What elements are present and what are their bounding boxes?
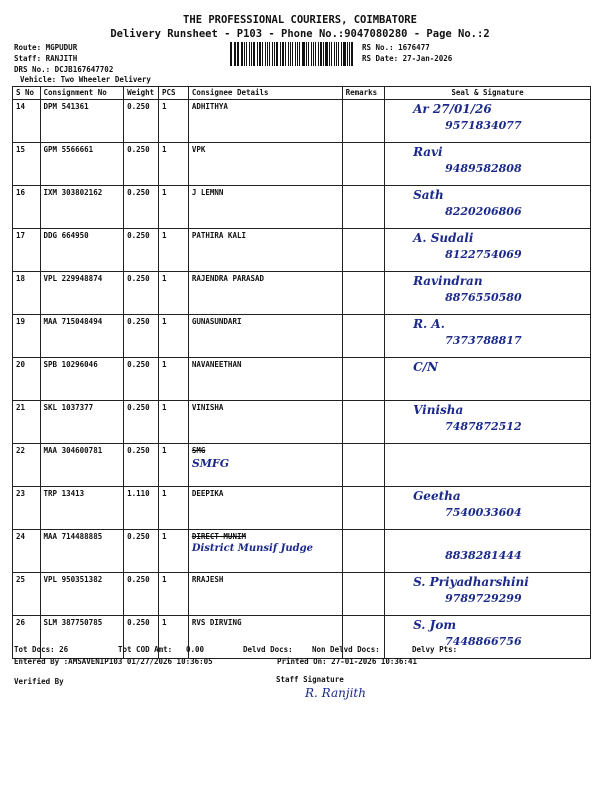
row-weight: 0.250: [124, 229, 159, 272]
consignee-name: GUNASUNDARI: [191, 317, 242, 326]
col-consignment: Consignment No: [40, 87, 124, 100]
row-sno: 16: [13, 186, 41, 229]
barcode-bar: [230, 42, 232, 66]
non-delvd-docs: Non Delvd Docs:: [312, 645, 380, 654]
row-consignment-no: DPM 541361: [40, 100, 124, 143]
row-consignment-no: MAA 304600781: [40, 444, 124, 487]
barcode-bar: [237, 42, 239, 66]
row-consignment-no: MAA 714488885: [40, 530, 124, 573]
row-consignee: [188, 487, 342, 530]
row-consignee: [188, 401, 342, 444]
row-weight: 0.250: [124, 100, 159, 143]
row-consignment-no: SKL 1037377: [40, 401, 124, 444]
consignee-name: RRAJESH: [191, 575, 224, 584]
signature-handwriting: Vinisha: [413, 403, 464, 417]
row-pcs: 1: [159, 573, 189, 616]
row-remarks: [342, 315, 385, 358]
row-pcs: 1: [159, 315, 189, 358]
row-pcs: 1: [159, 100, 189, 143]
barcode-bar: [288, 42, 289, 66]
row-signature: [385, 315, 591, 358]
rs-date-label: RS Date: 27-Jan-2026: [362, 54, 453, 63]
signature-phone-number: 7540033604: [445, 506, 522, 519]
col-consignee: Consignee Details: [188, 87, 342, 100]
table-row: [13, 358, 591, 401]
row-consignment-no: VPL 229948874: [40, 272, 124, 315]
row-weight: 0.250: [124, 315, 159, 358]
consignee-struck-name: DIRECT MUNIM: [191, 532, 246, 541]
row-remarks: [342, 530, 385, 573]
barcode-bar: [349, 42, 350, 66]
barcode-bar: [329, 42, 330, 66]
row-signature: [385, 229, 591, 272]
row-consignee: [188, 272, 342, 315]
barcode-bar: [331, 42, 333, 66]
barcode-bar: [241, 42, 243, 66]
consignee-handwritten-correction: District Munsif Judge: [191, 543, 313, 554]
signature-handwriting: S. Priyadharshini: [413, 575, 529, 589]
barcode-bar: [251, 42, 253, 66]
row-remarks: [342, 401, 385, 444]
rs-no-label: RS No.: 1676477: [362, 43, 430, 52]
row-weight: 1.110: [124, 487, 159, 530]
barcode-bar: [308, 42, 310, 66]
row-signature: [385, 272, 591, 315]
row-consignment-no: SPB 10296046: [40, 358, 124, 401]
table-row: [13, 487, 591, 530]
row-sno: 24: [13, 530, 41, 573]
barcode-bar: [274, 42, 276, 66]
row-weight: 0.250: [124, 444, 159, 487]
row-weight: 0.250: [124, 573, 159, 616]
col-pcs: PCS: [159, 87, 189, 100]
signature-handwriting: S. Jom: [413, 618, 457, 632]
row-consignment-no: MAA 715048494: [40, 315, 124, 358]
row-pcs: 1: [159, 487, 189, 530]
staff-signature-label: Staff Signature: [276, 675, 344, 684]
row-sno: 18: [13, 272, 41, 315]
row-signature: [385, 186, 591, 229]
table-row: [13, 229, 591, 272]
table-row: [13, 401, 591, 444]
runsheet-table: [12, 86, 591, 659]
row-pcs: 1: [159, 616, 189, 659]
barcode-bar: [246, 42, 247, 66]
barcode-bar: [262, 42, 263, 66]
route-label: Route: MGPUDUR: [14, 43, 78, 52]
row-remarks: [342, 229, 385, 272]
row-pcs: 1: [159, 530, 189, 573]
barcode-bar: [313, 42, 314, 66]
row-signature: [385, 444, 591, 487]
row-consignee: [188, 229, 342, 272]
tot-docs: Tot Docs: 26: [14, 645, 69, 654]
signature-handwriting: Geetha: [413, 489, 461, 503]
row-weight: 0.250: [124, 530, 159, 573]
barcode-bar: [320, 42, 322, 66]
barcode-bar: [341, 42, 342, 66]
barcode-bar: [257, 42, 258, 66]
col-sno: S No: [13, 87, 41, 100]
tot-cod: Tot COD Amt:: [118, 645, 173, 654]
row-pcs: 1: [159, 229, 189, 272]
table-row: [13, 616, 591, 659]
row-sno: 26: [13, 616, 41, 659]
row-remarks: [342, 573, 385, 616]
cod-value: 0.00: [186, 645, 205, 654]
row-signature: [385, 358, 591, 401]
barcode-bar: [272, 42, 273, 66]
table-header-row: [13, 87, 591, 100]
signature-phone-number: 7487872512: [445, 420, 522, 433]
row-remarks: [342, 186, 385, 229]
staff-signature-handwriting: R. Ranjith: [305, 686, 366, 700]
row-remarks: [342, 358, 385, 401]
barcode-bar: [259, 42, 261, 66]
consignee-name: PATHIRA KALI: [191, 231, 246, 240]
row-weight: 0.250: [124, 616, 159, 659]
col-signature: Seal & Signature: [385, 87, 591, 100]
row-consignee: [188, 143, 342, 186]
row-remarks: [342, 143, 385, 186]
barcode-bar: [336, 42, 337, 66]
barcode-bar: [265, 42, 266, 66]
row-pcs: 1: [159, 143, 189, 186]
barcode-bar: [297, 42, 298, 66]
row-remarks: [342, 272, 385, 315]
row-weight: 0.250: [124, 358, 159, 401]
row-signature: [385, 487, 591, 530]
entered-by: Entered By :AMSAVENIP103 01/27/2026 10:36:05: [14, 657, 213, 666]
signature-handwriting: C/N: [413, 360, 438, 374]
barcode-bar: [280, 42, 281, 66]
barcode: [230, 42, 354, 66]
barcode-bar: [338, 42, 340, 66]
row-weight: 0.250: [124, 401, 159, 444]
row-sno: 15: [13, 143, 41, 186]
row-consignment-no: TRP 13413: [40, 487, 124, 530]
row-consignee: [188, 358, 342, 401]
row-consignee: [188, 315, 342, 358]
row-consignment-no: IXM 303802162: [40, 186, 124, 229]
barcode-bar: [311, 42, 312, 66]
row-consignment-no: GPM 5566661: [40, 143, 124, 186]
table-row: [13, 315, 591, 358]
col-remarks: Remarks: [342, 87, 385, 100]
row-pcs: 1: [159, 401, 189, 444]
signature-phone-number: 9789729299: [445, 592, 522, 605]
vehicle-label: Vehicle: Two Wheeler Delivery: [20, 75, 151, 84]
table-row: [13, 573, 591, 616]
signature-phone-number: 8838281444: [445, 549, 522, 562]
row-consignee: [188, 100, 342, 143]
runsheet-subtitle: Delivery Runsheet - P103 - Phone No.:9047080280 - Page No.:2: [110, 28, 490, 40]
row-consignment-no: VPL 950351382: [40, 573, 124, 616]
barcode-bar: [235, 42, 236, 66]
signature-handwriting: Ravindran: [413, 274, 483, 288]
drs-label: DRS No.: DCJB167647702: [14, 65, 114, 74]
row-signature: [385, 530, 591, 573]
row-signature: [385, 143, 591, 186]
consignee-handwritten-correction: SMFG: [191, 457, 230, 470]
barcode-bar: [334, 42, 335, 66]
consignee-name: VINISHA: [191, 403, 224, 412]
signature-handwriting: Ar 27/01/26: [413, 102, 492, 116]
verified-by: Verified By: [14, 677, 64, 686]
barcode-bar: [290, 42, 292, 66]
signature-handwriting: Sath: [413, 188, 444, 202]
barcode-bar: [249, 42, 250, 66]
row-consignee: [188, 573, 342, 616]
table-row: [13, 186, 591, 229]
barcode-bar: [343, 42, 345, 66]
barcode-bar: [351, 42, 353, 66]
barcode-bar: [267, 42, 269, 66]
delvd-docs: Delvd Docs:: [243, 645, 293, 654]
row-sno: 21: [13, 401, 41, 444]
row-sno: 19: [13, 315, 41, 358]
table-row: [13, 444, 591, 487]
consignee-name: ADHITHYA: [191, 102, 228, 111]
row-pcs: 1: [159, 186, 189, 229]
row-remarks: [342, 487, 385, 530]
runsheet-title: THE PROFESSIONAL COURIERS, COIMBATORE: [183, 14, 417, 26]
row-sno: 14: [13, 100, 41, 143]
row-consignee: [188, 530, 342, 573]
barcode-bar: [302, 42, 304, 66]
signature-phone-number: 8876550580: [445, 291, 522, 304]
consignee-name: VPK: [191, 145, 206, 154]
signature-phone-number: 9571834077: [445, 119, 522, 132]
signature-handwriting: R. A.: [413, 317, 445, 331]
barcode-bar: [347, 42, 348, 66]
row-pcs: 1: [159, 444, 189, 487]
row-sno: 22: [13, 444, 41, 487]
consignee-name: RAJENDRA PARASAD: [191, 274, 265, 283]
row-sno: 25: [13, 573, 41, 616]
signature-phone-number: 7448866756: [445, 635, 522, 648]
staff-label: Staff: RANJITH: [14, 54, 78, 63]
signature-handwriting: Ravi: [413, 145, 443, 159]
barcode-bar: [318, 42, 320, 66]
row-consignee: [188, 186, 342, 229]
consignee-name: DEEPIKA: [191, 489, 224, 498]
barcode-bar: [325, 42, 327, 66]
row-weight: 0.250: [124, 272, 159, 315]
signature-phone-number: 9489582808: [445, 162, 522, 175]
barcode-bar: [315, 42, 316, 66]
signature-phone-number: 8220206806: [445, 205, 522, 218]
col-weight: Weight: [124, 87, 159, 100]
table-row: [13, 272, 591, 315]
barcode-bar: [282, 42, 284, 66]
consignee-struck-name: SMG: [191, 446, 206, 455]
row-consignee: [188, 444, 342, 487]
printed-on: Printed On: 27-01-2026 10:36:41: [277, 657, 417, 666]
row-signature: [385, 573, 591, 616]
row-consignment-no: DDG 664950: [40, 229, 124, 272]
signature-handwriting: A. Sudali: [413, 231, 474, 245]
row-sno: 23: [13, 487, 41, 530]
barcode-bar: [323, 42, 324, 66]
signature-phone-number: 8122754069: [445, 248, 522, 261]
row-pcs: 1: [159, 272, 189, 315]
barcode-bar: [306, 42, 307, 66]
barcode-bar: [244, 42, 245, 66]
barcode-bar: [295, 42, 296, 66]
row-weight: 0.250: [124, 186, 159, 229]
delvy-pts: Delvy Pts:: [412, 645, 458, 654]
table-row: [13, 100, 591, 143]
barcode-bar: [276, 42, 278, 66]
table-row: [13, 143, 591, 186]
signature-phone-number: 7373788817: [445, 334, 522, 347]
row-signature: [385, 100, 591, 143]
row-sno: 17: [13, 229, 41, 272]
barcode-bar: [253, 42, 255, 66]
barcode-bar: [285, 42, 286, 66]
row-weight: 0.250: [124, 143, 159, 186]
table-row: [13, 530, 591, 573]
row-sno: 20: [13, 358, 41, 401]
row-remarks: [342, 444, 385, 487]
barcode-bar: [234, 42, 235, 66]
barcode-bar: [269, 42, 270, 66]
barcode-bar: [299, 42, 301, 66]
consignee-name: J LEMNN: [191, 188, 224, 197]
row-remarks: [342, 100, 385, 143]
row-consignment-no: SLM 387750785: [40, 616, 124, 659]
consignee-name: RVS DIRVING: [191, 618, 242, 627]
barcode-bar: [292, 42, 293, 66]
row-signature: [385, 401, 591, 444]
consignee-name: NAVANEETHAN: [191, 360, 242, 369]
row-pcs: 1: [159, 358, 189, 401]
